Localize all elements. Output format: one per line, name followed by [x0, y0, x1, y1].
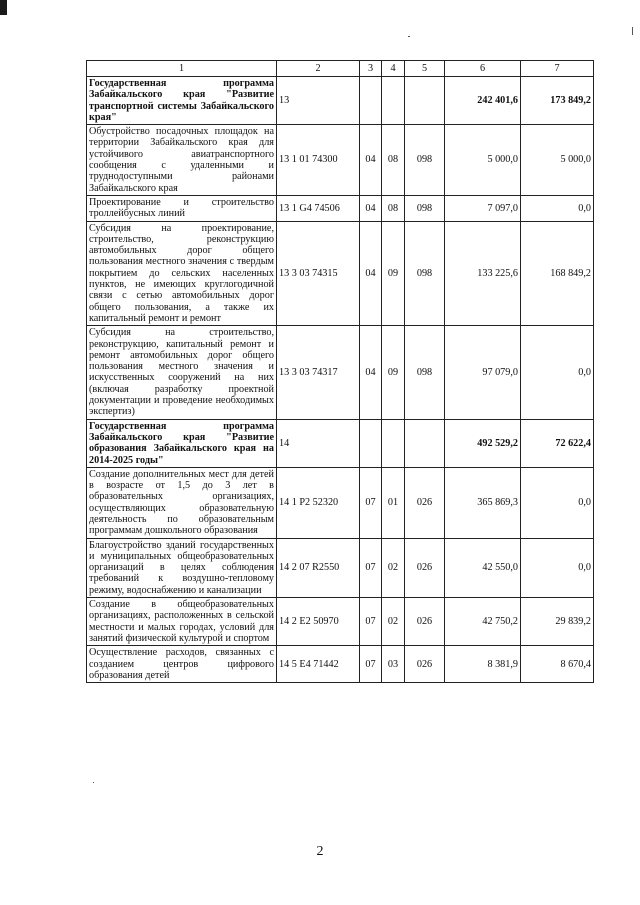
row-name-cell: Осуществление расходов, связанных с созданием центров цифрового образования детей: [87, 646, 277, 683]
table-row: [87, 221, 594, 326]
row-col5-cell: 026: [405, 646, 445, 683]
row-value7-cell: 29 839,2: [521, 598, 594, 646]
row-col3-cell: 07: [360, 598, 382, 646]
table-row: [87, 646, 594, 683]
row-name-cell: Создание дополнительных мест для детей в возрасте от 1,5 до 3 лет в образовательных организациях, осуществляющих образовательную деятельность по образовательным программам дошкольного образования: [87, 467, 277, 538]
table-row: [87, 195, 594, 221]
row-col5-cell: 026: [405, 598, 445, 646]
table-row: [87, 326, 594, 419]
row-value6-cell: 133 225,6: [445, 221, 521, 326]
row-value6-cell: 42 750,2: [445, 598, 521, 646]
column-header: 1: [87, 61, 277, 77]
row-col3-cell: 04: [360, 326, 382, 419]
row-code-cell: 13 3 03 74315: [277, 221, 360, 326]
table-row: [87, 125, 594, 196]
row-name-cell: Государственная программа Забайкальского края "Развитие транспортной системы Забайкальского края": [87, 77, 277, 125]
row-col4-cell: 09: [382, 326, 405, 419]
table-row: [87, 467, 594, 538]
row-name-cell: Субсидия на строительство, реконструкцию, капитальный ремонт и ремонт автомобильных дорог общего пользования местного значения и искусственных сооружений на них (включая разработку проектной документации и проведение необходимых экспертиз): [87, 326, 277, 419]
row-col3-cell: 04: [360, 195, 382, 221]
row-col3-cell: 04: [360, 125, 382, 196]
column-header: 3: [360, 61, 382, 77]
row-col3-cell: 07: [360, 467, 382, 538]
row-col3-cell: [360, 419, 382, 467]
row-name-cell: Обустройство посадочных площадок на территории Забайкальского края для устойчивого авиатранспортного сообщения с удаленными и труднодоступными районами Забайкальского края: [87, 125, 277, 196]
row-value7-cell: 0,0: [521, 326, 594, 419]
row-col5-cell: 026: [405, 538, 445, 597]
row-col4-cell: 09: [382, 221, 405, 326]
table-row: [87, 598, 594, 646]
scan-corner-mark: [0, 0, 7, 15]
row-name-cell: Благоустройство зданий государственных и муниципальных общеобразовательных организаций в целях соблюдения требований к воздушно-тепловому режиму, водоснабжению и канализации: [87, 538, 277, 597]
row-name-cell: Государственная программа Забайкальского края "Развитие образования Забайкальского края на 2014-2025 годы": [87, 419, 277, 467]
row-col4-cell: [382, 77, 405, 125]
row-col4-cell: 08: [382, 195, 405, 221]
scan-speck: [408, 36, 410, 37]
row-value7-cell: 0,0: [521, 195, 594, 221]
row-col5-cell: 098: [405, 326, 445, 419]
row-name-cell: Субсидия на проектирование, строительство, реконструкцию автомобильных дорог общего пользования местного значения с твердым покрытием до сельских населенных пунктов, не имеющих круглогодичной связи с сетью автомобильных дорог общего пользования, а также их капитальный ремонт и ремонт: [87, 221, 277, 326]
row-col5-cell: 098: [405, 125, 445, 196]
row-col3-cell: 04: [360, 221, 382, 326]
row-code-cell: 14 2 07 R2550: [277, 538, 360, 597]
row-value7-cell: 0,0: [521, 538, 594, 597]
row-value6-cell: 5 000,0: [445, 125, 521, 196]
row-code-cell: 14 1 P2 52320: [277, 467, 360, 538]
scan-speck: [632, 27, 633, 35]
column-header: 7: [521, 61, 594, 77]
row-value6-cell: 365 869,3: [445, 467, 521, 538]
row-code-cell: 13: [277, 77, 360, 125]
row-code-cell: 13 1 G4 74506: [277, 195, 360, 221]
row-value7-cell: 0,0: [521, 467, 594, 538]
row-value6-cell: 492 529,2: [445, 419, 521, 467]
row-col5-cell: 026: [405, 467, 445, 538]
row-name-cell: Создание в общеобразовательных организациях, расположенных в сельской местности и малых городах, условий для занятий физической культурой и спортом: [87, 598, 277, 646]
table-row: [87, 419, 594, 467]
column-header: 4: [382, 61, 405, 77]
row-col4-cell: 02: [382, 598, 405, 646]
row-value7-cell: 5 000,0: [521, 125, 594, 196]
row-col5-cell: [405, 419, 445, 467]
row-col5-cell: [405, 77, 445, 125]
row-code-cell: 14: [277, 419, 360, 467]
row-col4-cell: 01: [382, 467, 405, 538]
row-col3-cell: [360, 77, 382, 125]
scan-speck: [93, 782, 94, 783]
row-value7-cell: 72 622,4: [521, 419, 594, 467]
row-col3-cell: 07: [360, 646, 382, 683]
budget-table: [86, 60, 594, 683]
row-code-cell: 13 1 01 74300: [277, 125, 360, 196]
row-col4-cell: 02: [382, 538, 405, 597]
table-header-row: [87, 61, 594, 77]
row-col4-cell: [382, 419, 405, 467]
row-col5-cell: 098: [405, 221, 445, 326]
row-name-cell: Проектирование и строительство троллейбусных линий: [87, 195, 277, 221]
table-row: [87, 77, 594, 125]
row-value6-cell: 8 381,9: [445, 646, 521, 683]
row-value7-cell: 8 670,4: [521, 646, 594, 683]
row-value6-cell: 97 079,0: [445, 326, 521, 419]
column-header: 5: [405, 61, 445, 77]
table-row: [87, 538, 594, 597]
row-value7-cell: 168 849,2: [521, 221, 594, 326]
row-col4-cell: 03: [382, 646, 405, 683]
page-number: 2: [316, 844, 324, 859]
row-value6-cell: 42 550,0: [445, 538, 521, 597]
row-col4-cell: 08: [382, 125, 405, 196]
row-value6-cell: 7 097,0: [445, 195, 521, 221]
row-code-cell: 13 3 03 74317: [277, 326, 360, 419]
row-col3-cell: 07: [360, 538, 382, 597]
row-col5-cell: 098: [405, 195, 445, 221]
row-code-cell: 14 5 E4 71442: [277, 646, 360, 683]
row-code-cell: 14 2 E2 50970: [277, 598, 360, 646]
row-value6-cell: 242 401,6: [445, 77, 521, 125]
column-header: 6: [445, 61, 521, 77]
column-header: 2: [277, 61, 360, 77]
row-value7-cell: 173 849,2: [521, 77, 594, 125]
